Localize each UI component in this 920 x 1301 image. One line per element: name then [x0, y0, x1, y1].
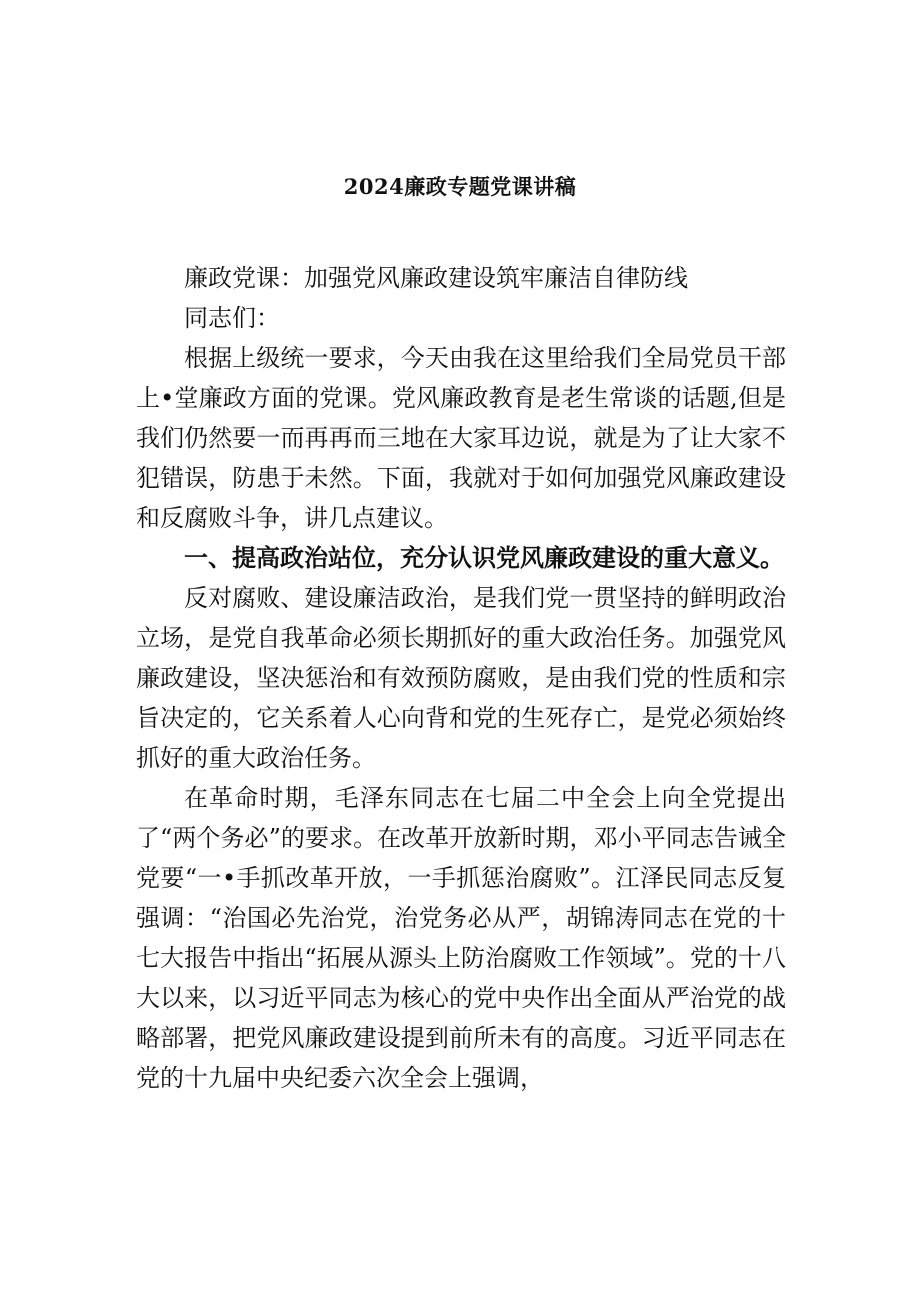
- body-paragraph-1: 反对腐败、建设廉洁政治，是我们党一贯坚持的鲜明政治立场，是党自我革命必须长期抓好的重大政治任务。加强党风廉政建设，坚决惩治和有效预防腐败，是由我们党的性质和宗旨决定的，它关系着人心向背和党的生死存亡，是党必须始终抓好的重大政治任务。: [136, 584, 786, 772]
- section-heading-1: 一、提高政治站位，充分认识党风廉政建设的重大意义。: [184, 543, 784, 572]
- document-body: [136, 258, 786, 1098]
- document-title: 2024廉政专题党课讲稿: [343, 174, 577, 199]
- intro-paragraph: 根据上级统一要求，今天由我在这里给我们全局党员干部上•堂廉政方面的党课。党风廉政教育是老生常谈的话题,但是我们仍然要一而再再而三地在大家耳边说，就是为了让大家不犯错误，防患于未然。下面，我就对于如何加强党风廉政建设和反腐败斗争，讲几点建议。: [136, 344, 786, 532]
- salutation: 同志们：: [184, 304, 280, 332]
- body-paragraph-2: 在革命时期，毛泽东同志在七届二中全会上向全党提出了“两个务必”的要求。在改革开放新时期，邓小平同志告诫全党要“一•手抓改革开放，一手抓惩治腐败”。江泽民同志反复强调：“治国必先治党，治党务必从严，胡锦涛同志在党的十七大报告中指出“拓展从源头上防治腐败工作领域”。党的十八大以来，以习近平同志为核心的党中央作出全面从严治党的战略部署，把党风廉政建设提到前所未有的高度。习近平同志在党的十九届中央纪委六次全会上强调，: [136, 784, 786, 1092]
- lecture-subtitle: 廉政党课：加强党风廉政建设筑牢廉洁自律防线: [184, 264, 688, 292]
